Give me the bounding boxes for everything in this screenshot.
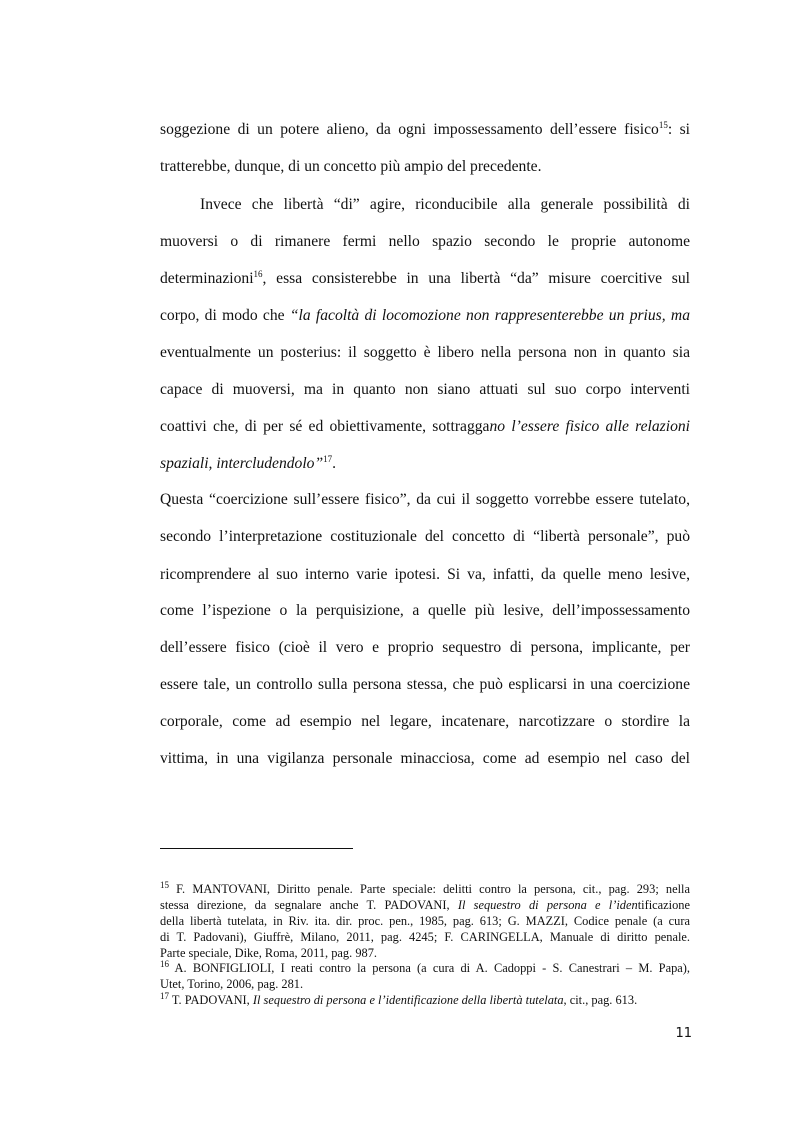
body-line-16: essere tale, un controllo sulla persona stessa, che può esplicarsi in una coercizione: [160, 676, 690, 693]
body-line-10: spaziali, intercludendolo”$^{17}$.: [160, 453, 337, 472]
body-line-14: come l’ispezione o la perquisizione, a quelle più lesive, dell’impossessamento: [160, 602, 690, 619]
body-line-15: dell’essere fisico (cioè il vero e proprio sequestro di persona, implicante, per: [160, 639, 690, 656]
footnote-15-line-3: della libertà tutelata, in Riv. ita. dir. proc. pen., 1985, pag. 613; G. MAZZI, Codice penale (a cura: [160, 914, 690, 928]
footnote-17-line-1: $^{17}$ T. PADOVANI, Il sequestro di persona e l’identificazione della libertà tutelata, cit., pag. 613.: [160, 990, 638, 1007]
body-line-13: ricomprendere al suo interno varie ipotesi. Si va, infatti, da quelle meno lesive,: [160, 566, 690, 583]
body-line-5: determinazioni$^{16}$, essa consisterebbe in una libertà “da” misure coercitive sul: [160, 268, 690, 287]
footnote-15-line-4: di T. Padovani), Giuffrè, Milano, 2011, pag. 4245; F. CARINGELLA, Manuale di diritto penale.: [160, 930, 690, 944]
footnote-ref-15: 15: [658, 119, 668, 130]
body-line-18: vittima, in una vigilanza personale minacciosa, come ad esempio nel caso del: [160, 750, 690, 767]
footnote-ref-16: 16: [253, 268, 263, 279]
page-number: 11: [675, 1026, 692, 1041]
body-line-12: secondo l’interpretazione costituzionale del concetto di “libertà personale”, può: [160, 528, 690, 545]
body-line-2: tratterebbe, dunque, di un concetto più ampio del precedente.: [160, 158, 542, 175]
body-line-6: corpo, di modo che “la facoltà di locomozione non rappresenterebbe un prius, ma: [160, 307, 690, 324]
footnote-16-line-1: $^{16}$ A. BONFIGLIOLI, I reati contro la persona (a cura di A. Cadoppi - S. Canestrari – M. Papa),: [160, 958, 690, 975]
body-line-7: eventualmente un posterius: il soggetto è libero nella persona non in quanto sia: [160, 344, 690, 361]
footnote-16-line-2: Utet, Torino, 2006, pag. 281.: [160, 977, 304, 991]
body-line-3: Invece che libertà “di” agire, riconducibile alla generale possibilità di: [200, 196, 690, 213]
body-line-4: muoversi o di rimanere fermi nello spazio secondo le proprie autonome: [160, 233, 690, 250]
footnote-15-line-2: stessa direzione, da segnalare anche T. PADOVANI, Il sequestro di persona e l’identificazione: [160, 898, 690, 912]
body-line-9: coattivi che, di per sé ed obiettivamente, sottraggano l’essere fisico alle relazioni: [160, 418, 690, 435]
footnote-ref-17: 17: [323, 453, 333, 464]
footnote-separator: [160, 848, 353, 849]
body-line-17: corporale, come ad esempio nel legare, incatenare, narcotizzare o stordire la: [160, 713, 690, 730]
footnote-15-line-5: Parte speciale, Dike, Roma, 2011, pag. 987.: [160, 946, 378, 960]
body-line-11: Questa “coercizione sull’essere fisico”, da cui il soggetto vorrebbe essere tutelato,: [160, 491, 690, 508]
body-line-8: capace di muoversi, ma in quanto non siano attuati sul suo corpo interventi: [160, 381, 690, 398]
footnote-15-line-1: $^{15}$ F. MANTOVANI, Diritto penale. Parte speciale: delitti contro la persona, cit., pag. 293; nella: [160, 879, 690, 896]
body-line-1: soggezione di un potere alieno, da ogni impossessamento dell’essere fisico$^{15}$: si: [160, 119, 690, 138]
